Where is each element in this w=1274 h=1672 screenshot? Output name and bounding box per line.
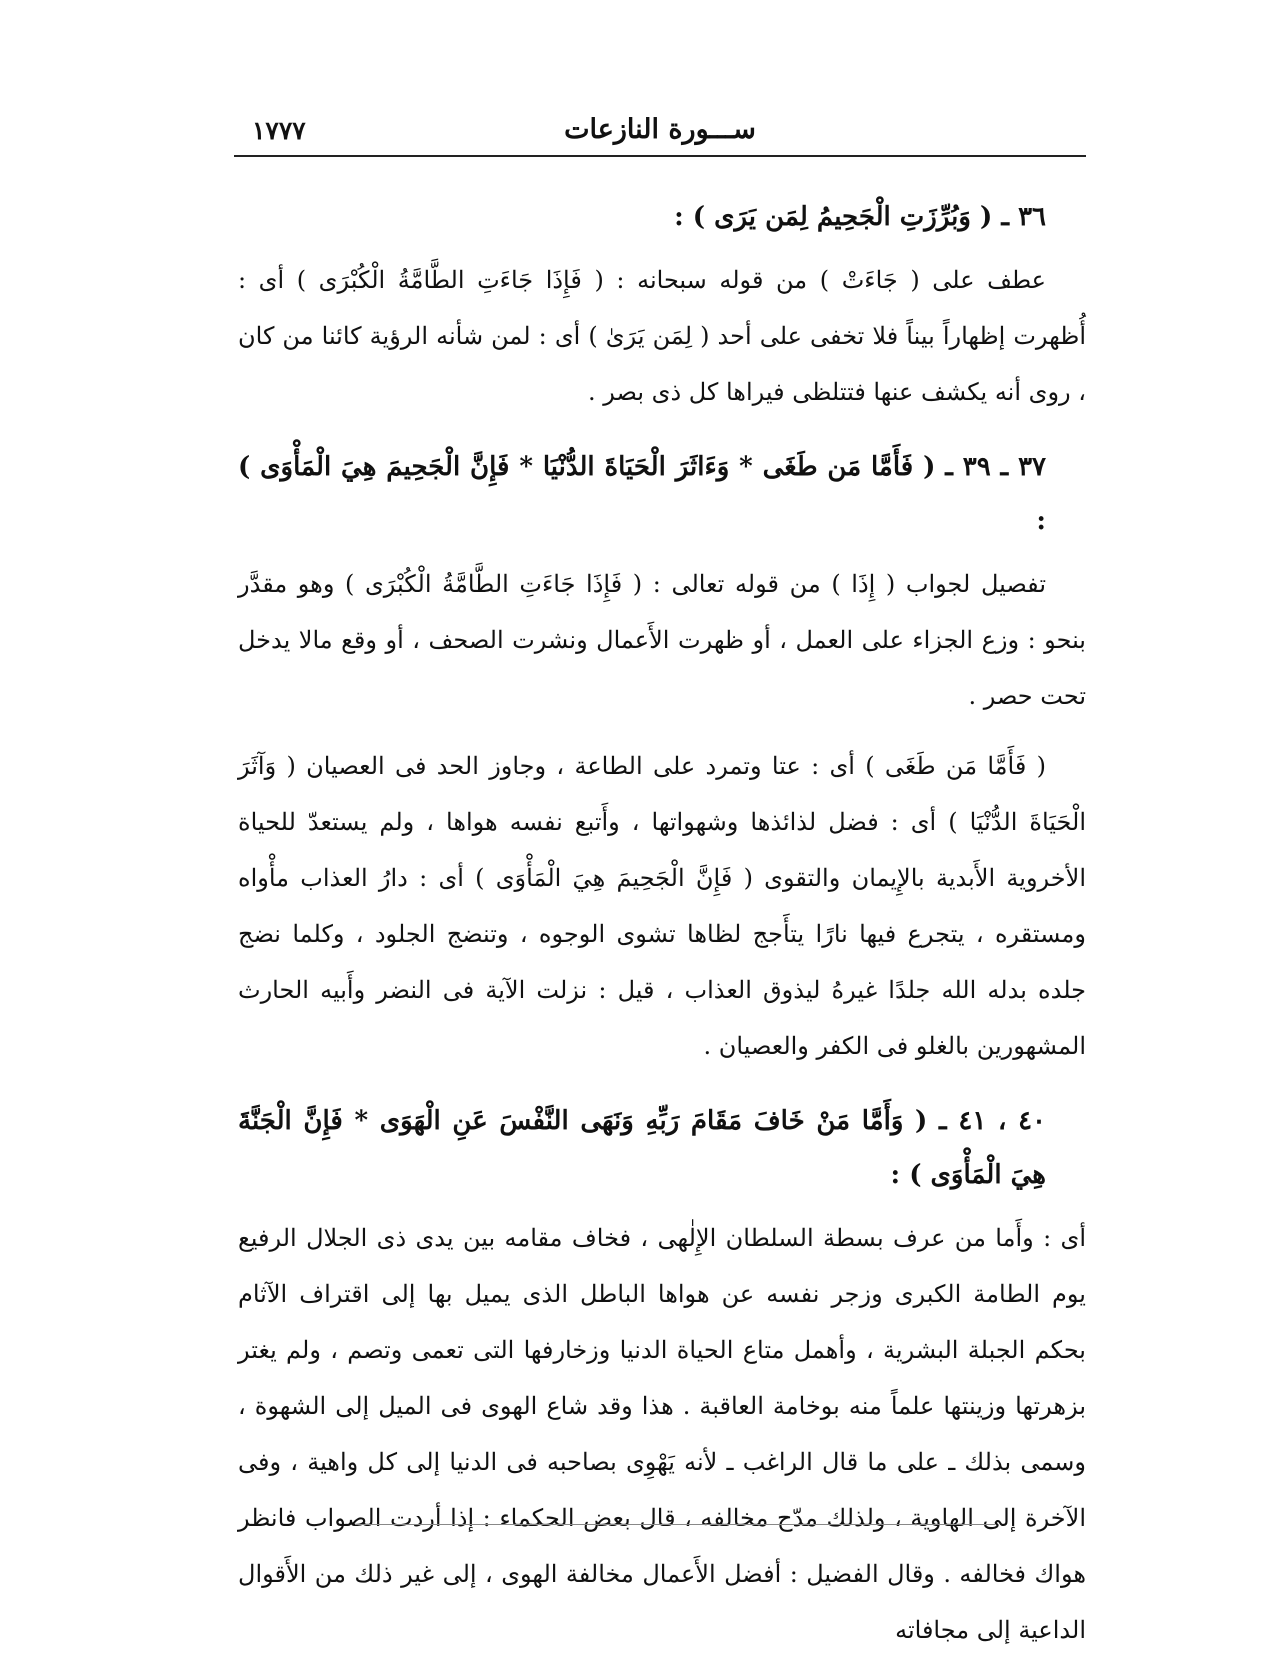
verse-heading-36: ٣٦ ـ ( وَبُرِّزَتِ الْجَحِيمُ لِمَن يَرَى ) : <box>674 202 1046 232</box>
page-header <box>234 108 1086 152</box>
commentary-paragraph: ( فَأَمَّا مَن طَغَى ) أى : عتا وتمرد على الطاعة ، وجاوز الحد فى العصيان ( وَآثَرَ الْحَيَاةَ الدُّنْيَا ) أى : فضل لذائذها وشهواتها ، وأَتبع نفسه هواها ، ولم يستعدّ للحياة الأخروية الأَبدية بالإِيمان والتقوى ( فَإِنَّ الْجَحِيمَ هِيَ الْمَأْوَى ) أى : دارُ العذاب مأْواه ومستقره ، يتجرع فيها نارًا يتأَجج لظاها تشوى الوجوه ، وتنضج الجلود ، وكلما نضج جلده بدله الله جلدًا غيرهُ ليذوق العذاب ، قيل : نزلت الآية فى النضر وأَبيه الحارث المشهورين بالغلو فى الكفر والعصيان . <box>238 752 1087 1060</box>
commentary-paragraph: تفصيل لجواب ( إِذَا ) من قوله تعالى : ( فَإِذَا جَاءَتِ الطَّامَّةُ الْكُبْرَى ) وهو مقدَّر بنحو : وزع الجزاء على العمل ، أو ظهرت الأَعمال ونشرت الصحف ، أو وقع مالا يدخل تحت حصر . <box>238 570 1086 710</box>
page-body <box>238 190 1086 1672</box>
footer-divider <box>355 1524 995 1525</box>
commentary-paragraph: أى : وأَما من عرف بسطة السلطان الإِلٰهى ، فخاف مقامه بين يدى ذى الجلال الرفيع يوم الطامة الكبرى وزجر نفسه عن هواها الباطل الذى يميل بها إلى اقتراف الآثام بحكم الجبلة البشرية ، وأهمل متاع الحياة الدنيا وزخارفها التى تعمى وتصم ، ولم يغتر بزهرتها وزينتها علماً منه بوخامة العاقبة . هذا وقد شاع الهوى فى الميل إلى الشهوة ، وسمى بذلك ـ على ما قال الراغب ـ لأنه يَهْوِى بصاحبه فى الدنيا إلى كل واهية ، وفى الآخرة إلى الهاوية ، ولذلك مدّح مخالفه ، قال بعض الحكماء : إذا أردت الصواب فانظر هواك فخالفه . وقال الفضيل : أفضل الأَعمال مخالفة الهوى ، إلى غير ذلك من الأَقوال الداعية إلى مجافاته <box>238 1224 1087 1644</box>
verse-heading-40-41: ٤٠ ، ٤١ ـ ( وَأَمَّا مَنْ خَافَ مَقَامَ رَبِّهِ وَنَهَى النَّفْسَ عَنِ الْهَوَى * فَإِنَّ الْجَنَّةَ هِيَ الْمَأْوَى ) : <box>238 1106 1046 1190</box>
surah-title: ســـورة النازعات <box>564 114 756 145</box>
verse-heading-37-39: ٣٧ ـ ٣٩ ـ ( فَأَمَّا مَن طَغَى * وَءَاثَرَ الْحَيَاةَ الدُّنْيَا * فَإِنَّ الْجَحِيمَ هِيَ الْمَأْوَى ) : <box>238 452 1046 536</box>
page-number: ١٧٧٧ <box>252 116 306 145</box>
commentary-paragraph: عطف على ( جَاءَتْ ) من قوله سبحانه : ( فَإِذَا جَاءَتِ الطَّامَّةُ الْكُبْرَى ) أى : أُظهرت إظهاراً بيناً فلا تخفى على أحد ( لِمَن يَرَىٰ ) أى : لمن شأنه الرؤية كائنا من كان ، روى أنه يكشف عنها فتتلظى فيراها كل ذى بصر . <box>238 266 1086 406</box>
header-divider <box>234 155 1086 157</box>
